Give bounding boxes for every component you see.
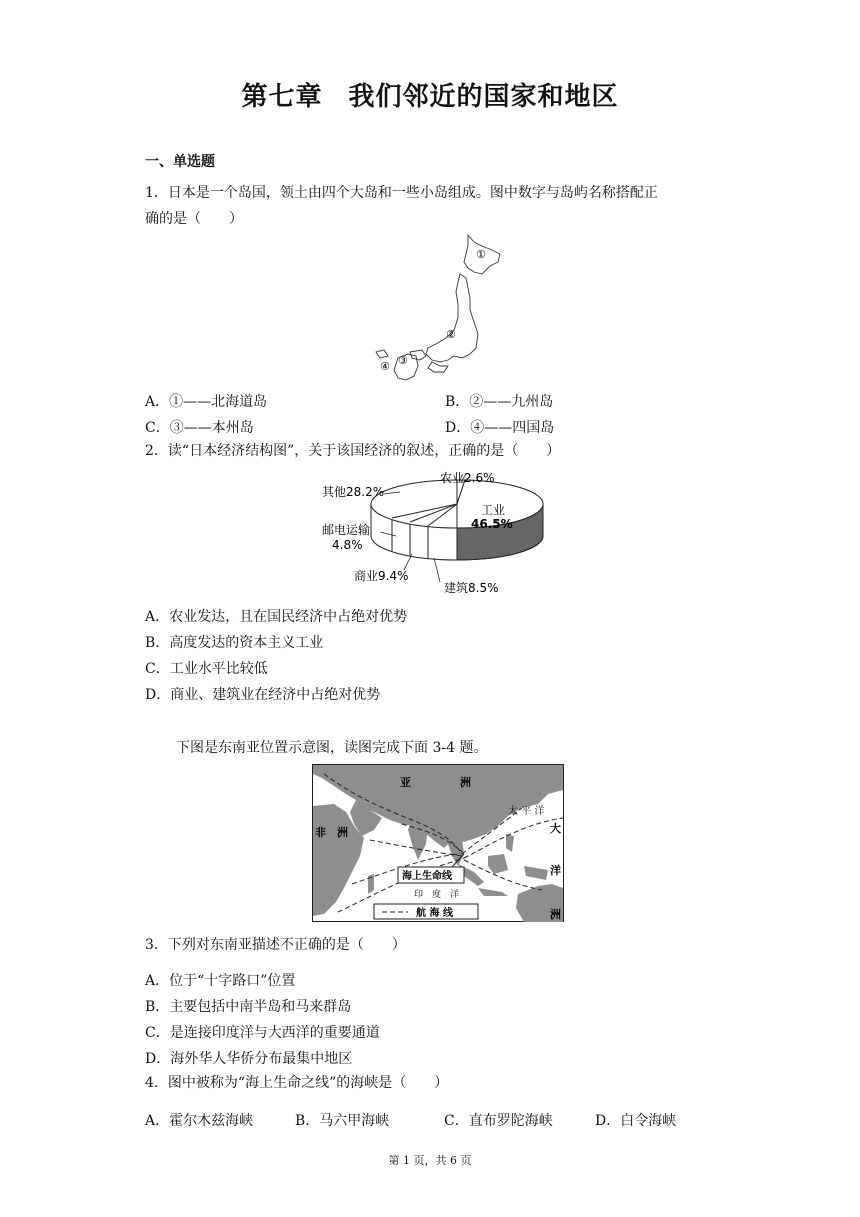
q2-option-c[interactable]: C．工业水平比较低 <box>145 661 268 677</box>
q1-option-b[interactable]: B．②——九州岛 <box>445 394 554 410</box>
q3-option-c[interactable]: C．是连接印度洋与大西洋的重要通道 <box>145 1025 380 1041</box>
map-indian-ocean: 印 度 洋 <box>414 890 460 900</box>
leader-cons <box>434 558 440 582</box>
japan-map <box>370 232 510 384</box>
q3-option-b[interactable]: B．主要包括中南半岛和马来群岛 <box>145 999 352 1015</box>
q1-line2: 确的是（ ） <box>145 211 243 227</box>
map-australia-3: 洲 <box>550 908 561 921</box>
q4-option-b[interactable]: B．马六甲海峡 <box>295 1113 390 1129</box>
map-label-4: ④ <box>380 360 390 373</box>
q3-option-a[interactable]: A．位于“十字路口”位置 <box>145 973 296 989</box>
q2-option-a[interactable]: A．农业发达，且在国民经济中占绝对优势 <box>145 609 408 625</box>
map-label-3: ③ <box>398 354 408 367</box>
page-footer: 第 1 页，共 6 页 <box>388 1154 472 1167</box>
map-australia-1: 大 <box>550 822 561 835</box>
label-post: 邮电运输 <box>322 523 371 537</box>
q1-option-c[interactable]: C．③——本州岛 <box>145 420 254 436</box>
label-agri: 农业2.6% <box>440 471 495 485</box>
q2-stem: 2．读“日本经济结构图”，关于该国经济的叙述，正确的是（ ） <box>145 443 561 459</box>
map-label-2: ② <box>446 328 456 341</box>
q3-stem: 3．下列对东南亚描述不正确的是（ ） <box>145 937 406 953</box>
q1-option-d[interactable]: D．④——四国岛 <box>445 420 555 436</box>
map-asia-1: 亚 <box>400 776 411 789</box>
map-pacific: 太 平 洋 <box>508 806 545 817</box>
q4-stem: 4．图中被称为“海上生命之线”的海峡是（ ） <box>145 1075 449 1091</box>
map-africa: 非 洲 <box>315 826 348 839</box>
label-comm: 商业9.4% <box>354 569 409 583</box>
map-label-1: ① <box>476 248 486 261</box>
q4-option-d[interactable]: D．白令海峡 <box>595 1113 677 1129</box>
section-heading: 一、单选题 <box>145 154 215 170</box>
map-australia-2: 洋 <box>550 864 561 877</box>
q4-option-c[interactable]: C．直布罗陀海峡 <box>444 1113 553 1129</box>
q2-option-b[interactable]: B．高度发达的资本主义工业 <box>145 635 324 651</box>
q2-option-d[interactable]: D．商业、建筑业在经济中占绝对优势 <box>145 687 381 703</box>
label-cons: 建筑8.5% <box>444 581 499 595</box>
q4-option-a[interactable]: A．霍尔木兹海峡 <box>145 1113 254 1129</box>
q3-option-d[interactable]: D．海外华人华侨分布最集中地区 <box>145 1051 353 1067</box>
economy-pie-chart <box>300 466 560 598</box>
q1-option-a[interactable]: A．①——北海道岛 <box>145 394 268 410</box>
intro-3-4: 下图是东南亚位置示意图，读图完成下面 3-4 题。 <box>176 740 488 756</box>
southeast-asia-map <box>312 764 564 922</box>
q1-line1: 1．日本是一个岛国，领土由四个大岛和一些小岛组成。图中数字与岛屿名称搭配正 <box>145 185 658 201</box>
label-other: 其他28.2% <box>322 485 385 499</box>
leader-comm <box>404 554 412 570</box>
map-legend: 航 海 线 <box>416 908 453 919</box>
label-industry: 工业 <box>481 503 506 517</box>
map-lifeline: 海上生命线 <box>402 871 452 882</box>
map-asia-2: 洲 <box>460 776 471 789</box>
page-title <box>0 76 860 113</box>
title-chapter: 第七章 <box>241 82 323 112</box>
question-1 <box>145 180 745 232</box>
title-text: 我们邻近的国家和地区 <box>348 82 619 112</box>
label-industry-value: 46.5% <box>471 517 513 531</box>
label-post-value: 4.8% <box>332 538 363 552</box>
